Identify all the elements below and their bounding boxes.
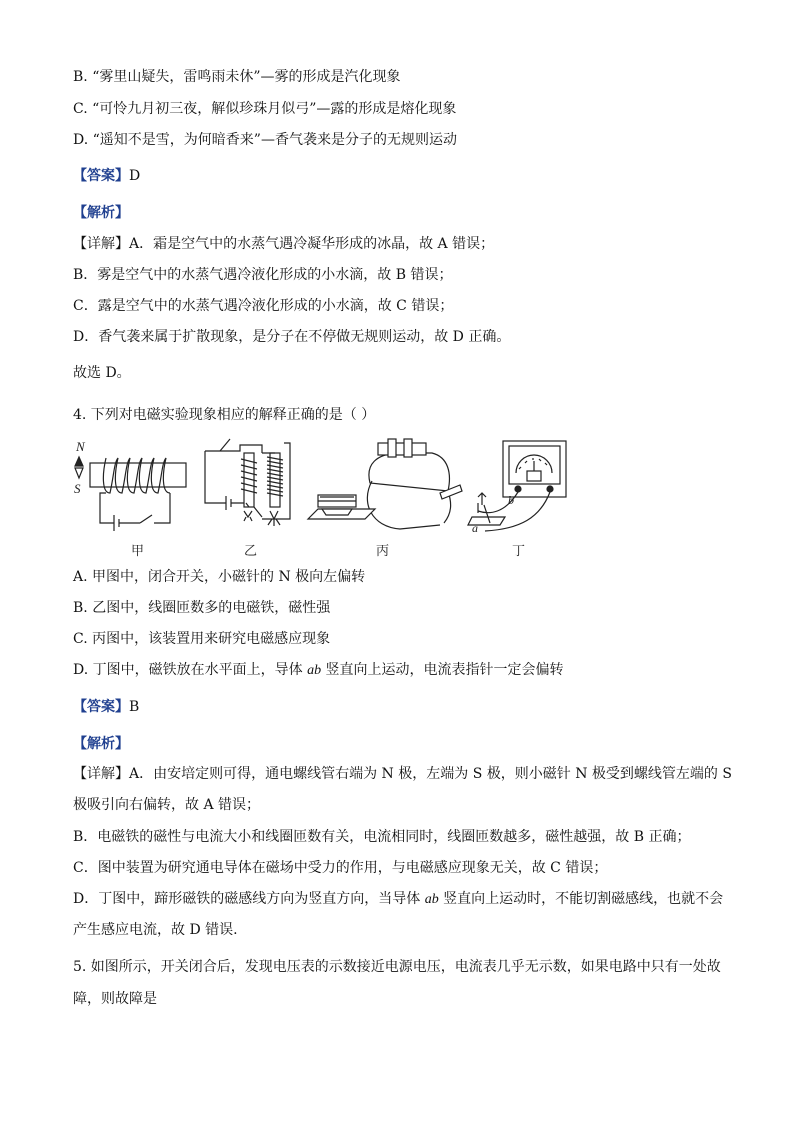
q5-stem-line-1: 5. 如图所示，开关闭合后，发现电压表的示数接近电源电压，电流表几乎无示数，如果电路中只有一处故 [73,959,721,975]
answer-label: 【答案】 [73,168,129,184]
figure-ding-galvanometer [468,441,566,535]
q4-analysis-line-2: 极吸引向右偏转，故 A 错误； [73,797,261,813]
terminal-left [515,486,521,492]
analysis-text: A．霜是空气中的水蒸气遇冷凝华形成的冰晶，故 A 错误； [129,236,495,252]
q4-answer [73,698,139,716]
arrow-up-icon [478,493,486,505]
q3-analysis-line-c: C．露是空气中的水蒸气遇冷液化形成的小水滴，故 C 错误； [73,298,454,314]
terminal-right [547,486,553,492]
q5-stem-line-2: 障，则故障是 [73,991,157,1007]
battery-icon [226,496,231,510]
label-a: a [472,521,478,535]
compass-s-label: S [74,481,81,496]
figure-bing-apparatus [308,439,462,529]
power-supply-box [369,453,450,491]
answer-label: 【答案】 [73,699,129,715]
q3-option-c: C. “可怜九月初三夜，解似珍珠月似弓”—露的形成是熔化现象 [73,101,457,117]
q4-analysis-label: 【解析】 [73,736,129,752]
q3-option-d: D. “遥知不是雪，为何暗香来”—香气袭来是分子的无规则运动 [73,132,457,148]
q4-analysis-line-4: C．图中装置为研究通电导体在磁场中受力的作用，与电磁感应现象无关，故 C 错误； [73,860,608,876]
q4-analysis-line-6: 产生感应电流，故 D 错误. [73,922,238,938]
q3-conclusion: 故选 D。 [73,365,131,381]
compass-needle-icon [75,457,83,466]
conductor-ab-label: ab [424,892,439,907]
detail-label: 【详解】 [73,236,129,252]
answer-value: D [129,168,141,184]
q3-answer [73,167,140,185]
conductor-rails [322,509,352,515]
compass-n-label: N [76,439,85,454]
label-b: b [508,493,514,507]
figure-label-ding: 丁 [512,544,526,559]
figure-yi-electromagnets [205,439,290,526]
q4-option-d: D. 丁图中，磁铁放在水平面上，导体 ab 竖直向上运动，电流表指针一定会偏转 [73,662,564,678]
q3-analysis-line-d: D．香气袭来属于扩散现象，是分子在不停做无规则运动，故 D 正确。 [73,329,511,345]
q4-analysis-line-1: 【详解】A．由安培定则可得，通电螺线管右端为 N 极，左端为 S 极，则小磁针 N 极受到螺线管左端的 S [73,766,732,782]
q4-option-b: B. 乙图中，线圈匝数多的电磁铁，磁性强 [73,600,331,616]
detail-label: 【详解】 [73,766,129,782]
battery-icon [114,515,119,531]
q4-analysis-line-5: D．丁图中，蹄形磁铁的磁感线方向为竖直方向，当导体 ab 竖直向上运动时，不能切割磁感线，也就不会 [73,891,724,907]
switch-icon [119,493,170,523]
answer-value: B [129,699,140,715]
figure-label-jia: 甲 [131,544,145,559]
q4-option-a: A. 甲图中，闭合开关，小磁针的 N 极向左偏转 [73,569,366,585]
figure-label-bing: 丙 [376,544,390,559]
q3-analysis-label: 【解析】 [73,205,129,221]
conductor-ab-label: ab [307,663,322,678]
q4-stem: 4. 下列对电磁实验现象相应的解释正确的是（ ） [73,407,376,423]
figure-jia-solenoid-circuit [74,439,186,531]
switch-icon [220,439,232,451]
q3-analysis-line-b: B．雾是空气中的水蒸气遇冷液化形成的小水滴，故 B 错误； [73,267,453,283]
q3-option-b: B. “雾里山疑失，雷鸣雨未休”—雾的形成是汽化现象 [73,69,401,85]
figure-label-yi: 乙 [244,544,258,559]
q4-figure [0,433,794,573]
paperclips-left [244,511,252,521]
q4-analysis-line-3: B．电磁铁的磁性与电流大小和线圈匝数有关，电流相同时，线圈匝数越多，磁性越强，故 B 正确； [73,829,691,845]
q4-option-c: C. 丙图中，该装置用来研究电磁感应现象 [73,631,331,647]
q3-analysis-line-a [73,235,494,253]
